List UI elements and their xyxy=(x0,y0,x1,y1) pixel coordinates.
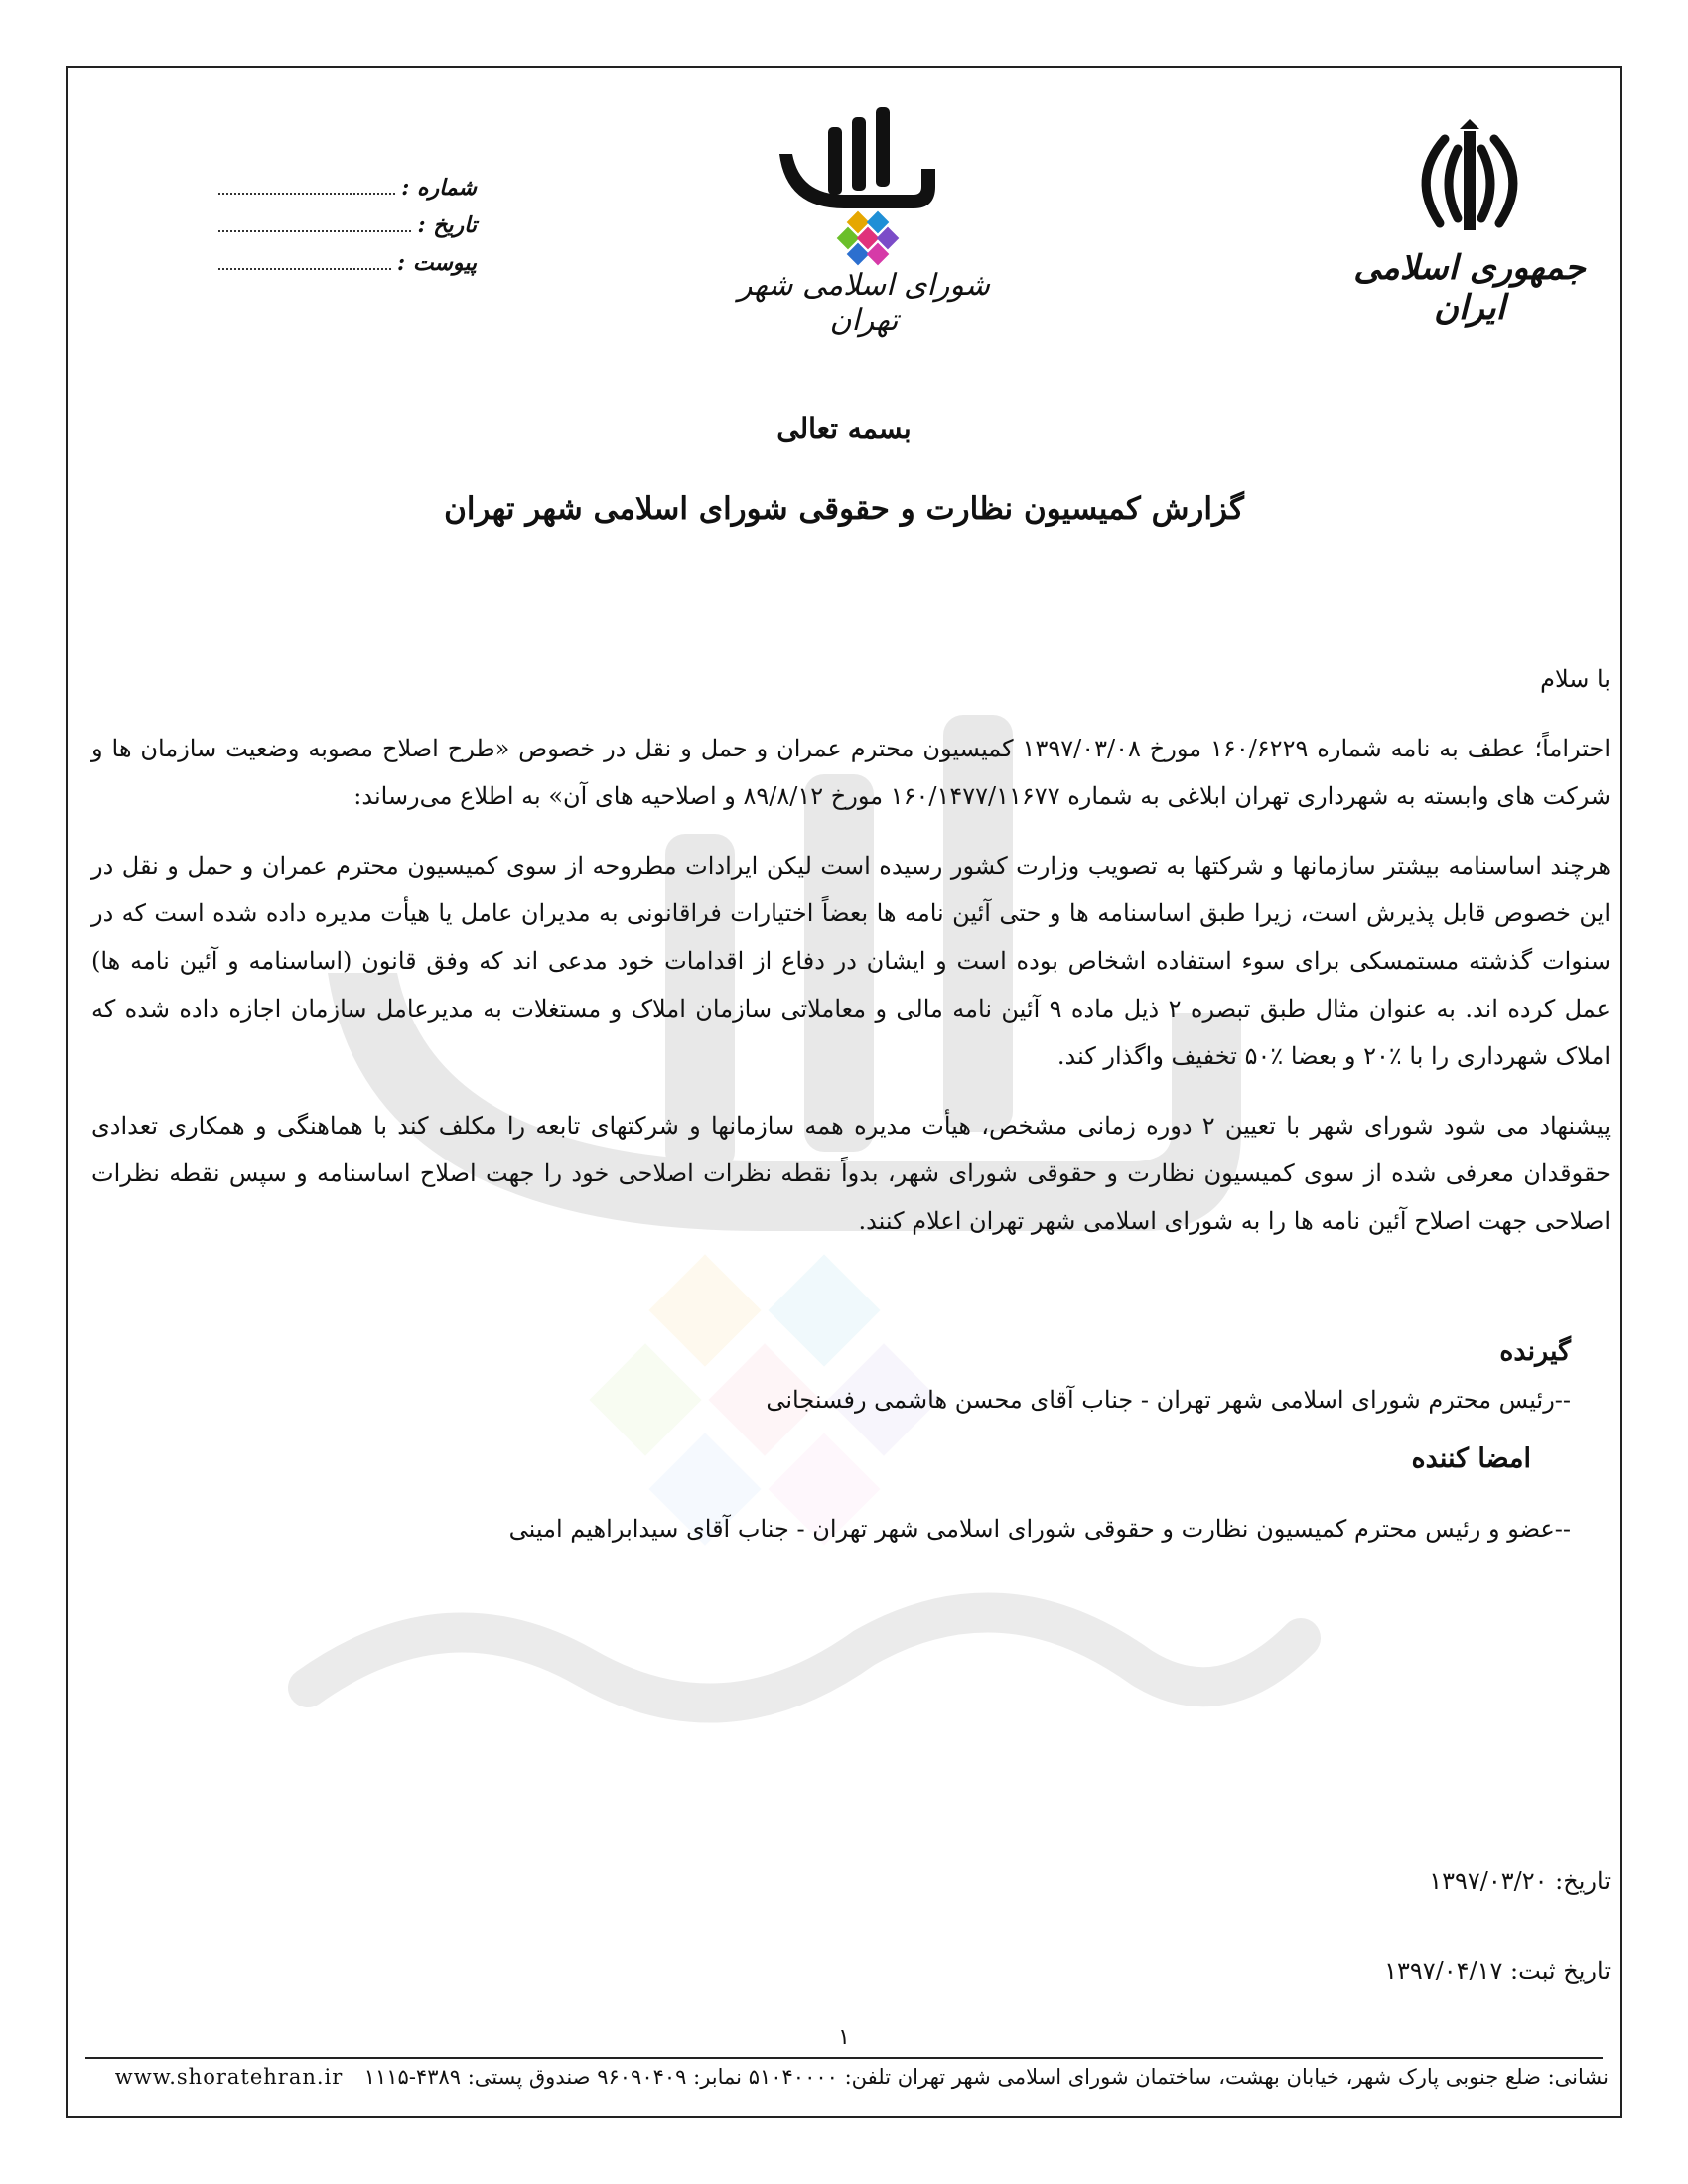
number-label: شماره : xyxy=(401,175,477,201)
body-paragraph: هرچند اساسنامه بیشتر سازمانها و شرکتها به تصویب وزارت کشور رسیده است لیکن ایرادات مطروحه از سوی کمیسیون محترم عمران و حمل و نقل در این خصوص قابل پذیرش است، زیرا طبق اساسنامه ها و حتی آئین نامه ها بعضاً اختیارات فراقانونی به مدیران عامل یا هیأت مدیره داده شده است که در سنوات گذشته مستمسکی برای سوء استفاده اشخاص بوده است و ایشان در دفاع از اقدامات خود مدعی اند که وفق قانون (اساسنامه و آئین نامه ها) عمل کرده اند. به عنوان مثال طبق تبصره ۲ ذیل ماده ۹ آئین نامه مالی و معاملاتی سازمان املاک و مستغلات به مدیرعامل سازمان اجازه داده شده که املاک شهرداری را با ٪۲۰ و بعضا ٪۵۰ تخفیف واگذار کند. xyxy=(91,852,1612,1070)
footer-website-link[interactable]: www.shoratehran.ir xyxy=(114,2065,344,2089)
registration-date: تاریخ ثبت: ۱۳۹۷/۰۴/۱۷ xyxy=(1384,1957,1611,1984)
greeting: با سلام xyxy=(1540,665,1611,693)
recipient-heading: گیرنده xyxy=(1499,1336,1571,1367)
iran-emblem-icon xyxy=(1400,119,1539,248)
date-blank-line xyxy=(218,216,411,232)
attachment-field xyxy=(218,250,477,288)
footer-divider xyxy=(85,2057,1603,2059)
page-number: ۱ xyxy=(838,2025,850,2050)
footer-address: نشانی: ضلع جنوبی پارک شهر، خیابان بهشت، ساختمان شورای اسلامی شهر تهران تلفن: ۵۱۰۴۰۰۰۰ نمابر: ۹۶۰۹۰۴۰۹ صندوق پستی: ۴۳۸۹-۱۱۱۵ xyxy=(363,2065,1609,2089)
emblem-label: جمهوری اسلامی ایران xyxy=(1353,248,1586,328)
number-blank-line xyxy=(218,179,395,195)
number-field xyxy=(218,175,477,212)
attachment-label: پیوست : xyxy=(397,250,477,276)
council-logo-label: شورای اسلامی شهر تهران xyxy=(738,268,990,338)
attachment-blank-line xyxy=(218,254,391,270)
date-label: تاریخ : xyxy=(417,212,477,238)
basmala: بسمه تعالی xyxy=(776,412,912,445)
letter-meta-fields xyxy=(218,175,477,288)
dates-block xyxy=(1384,1837,1611,2015)
signatory-line: --عضو و رئیس محترم کمیسیون نظارت و حقوقی شورای اسلامی شهر تهران - جناب آقای سیدابراهیم امینی xyxy=(508,1515,1571,1543)
recipient-line: --رئیس محترم شورای اسلامی شهر تهران - جناب آقای محسن هاشمی رفسنجانی xyxy=(766,1386,1571,1414)
body-paragraph: پیشنهاد می شود شورای شهر با تعیین ۲ دوره زمانی مشخص، هیأت مدیره همه سازمانها و شرکتهای تابعه را مکلف کند با هماهنگی و همکاری تعدادی حقوقدان معرفی شده از سوی کمیسیون نظارت و حقوقی شورای شهر، بدواً نقطه نظرات اصلاحی خود را جهت اصلاح اساسنامه و سپس نقطه نظرات اصلاحی جهت اصلاح آئین نامه ها را به شورای اسلامی شهر تهران اعلام کنند. xyxy=(91,1112,1612,1235)
footer xyxy=(79,2065,1609,2089)
signatory-heading: امضا کننده xyxy=(1411,1443,1531,1474)
body-paragraph: احتراماً؛ عطف به نامه شماره ۱۶۰/۶۲۲۹ مورخ ۱۳۹۷/۰۳/۰۸ کمیسیون محترم عمران و حمل و نقل در خصوص «طرح اصلاح مصوبه وضعیت سازمان ها و شرکت های وابسته به شهرداری تهران ابلاغی به شماره ۱۶۰/۱۴۷۷/۱۱۶۷۷ مورخ ۸۹/۸/۱۲ و اصلاحیه های آن» به اطلاع می‌رساند: xyxy=(91,735,1612,810)
date-field xyxy=(218,212,477,250)
letter-body xyxy=(91,655,1611,1553)
document-title: گزارش کمیسیون نظارت و حقوقی شورای اسلامی شهر تهران xyxy=(444,491,1244,527)
tehran-council-logo xyxy=(765,99,963,288)
letter-date: تاریخ: ۱۳۹۷/۰۳/۲۰ xyxy=(1429,1867,1611,1895)
